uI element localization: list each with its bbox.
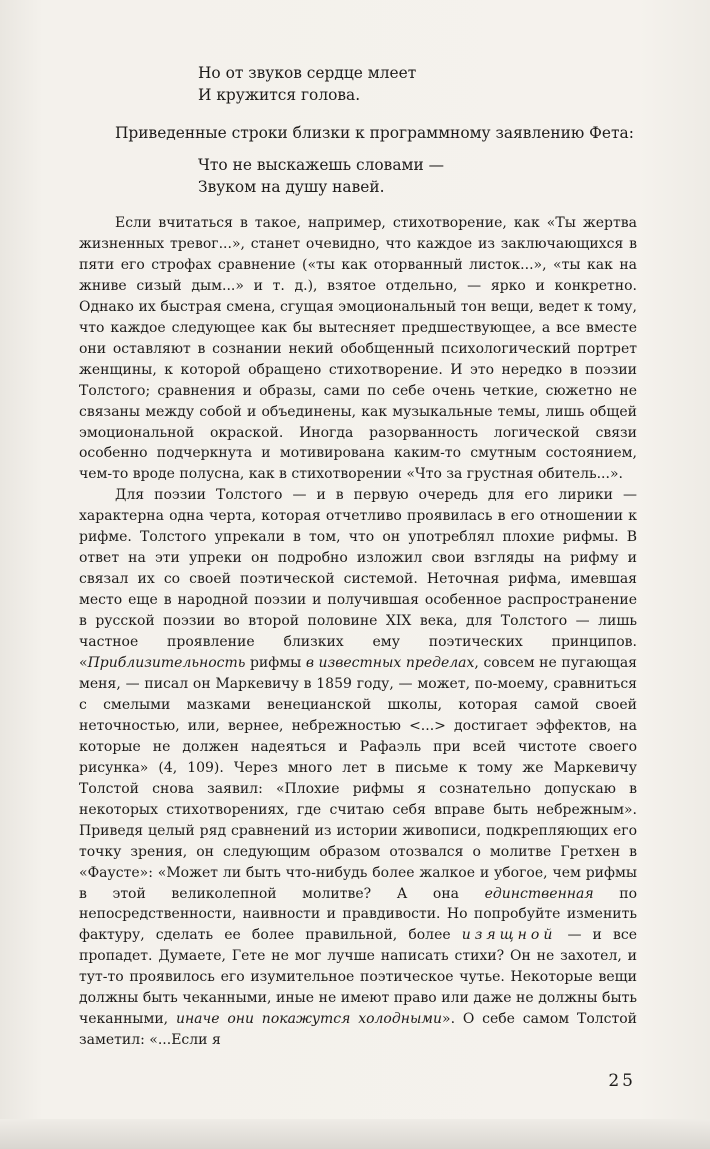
text-run: , совсем не пугающая меня, — писал он Маркевичу в 1859 году, — может, по-моему, сравниться с смелыми мазками венецианской школы, которая самой своей неточностью, или, вернее, небрежностью <...> достигает эффектов, на которые не должен надеяться и Рафаэль при всей чистоте своего рисунка» (4, 109). Через много лет в письме к тому же Маркевичу Толстой снова заявил: «Плохие рифмы я сознательно допускаю в некоторых стихотворениях, где считаю себя вправе быть небрежным». Приведя целый ряд сравнений из истории живописи, подкрепляющих его точку зрения, он следующим образом отозвался о молитве Гретхен в «Фаусте»: «Может ли быть что-нибудь более жалкое и убогое, чем рифмы в этой великолепной молитве? А она xyxy=(79,655,638,902)
paragraph-2 xyxy=(79,485,637,1051)
spaced-emphasis: изящной xyxy=(461,927,557,944)
italic-run: единственная xyxy=(484,885,594,902)
main-text xyxy=(79,213,637,1051)
text-run: Для поэзии Толстого — и в первую очередь для его лирики — характерна одна черта, которая отчетливо проявилась в его отношении к рифме. Толстого упрекали в том, что он употреблял плохие рифмы. В ответ на эти упреки он подробно изложил свои взгляды на рифму и связал их со своей поэтической системой. Неточная рифма, имевшая место еще в народной поэзии и получившая особенное распространение в русской поэзии во второй половине XIX века, для Толстого — лишь частное проявление близких ему поэтических принципов. « xyxy=(79,487,637,672)
verse-line: Звуком на душу навей. xyxy=(198,178,385,196)
verse-quote-2 xyxy=(198,154,444,198)
verse-line: Что не выскажешь словами — xyxy=(198,156,445,174)
text-run: ». О себе самом Толстой заметил: «...Если я xyxy=(79,1011,637,1049)
page-edge-shadow xyxy=(0,1119,710,1149)
verse-line: И кружится голова. xyxy=(198,86,361,104)
italic-run: иначе они покажутся холодными xyxy=(175,1011,442,1028)
verse-quote-1 xyxy=(198,62,416,106)
text-run: рифмы xyxy=(245,655,306,672)
italic-run: Приблизительность xyxy=(87,655,246,672)
italic-run: в известных пределах xyxy=(305,655,475,672)
paragraph-1: Если вчитаться в такое, например, стихотворение, как «Ты жертва жизненных тревог...», станет очевидно, что каждое из заключающихся в пяти его строфах сравнение («ты как оторванный листок...», «ты как на жниве сизый дым...» и т. д.), взятое отдельно, — ярко и конкретно. Однако их быстрая смена, сгущая эмоциональный тон вещи, ведет к тому, что каждое следующее как бы вытесняет предшествующее, а все вместе они оставляют в сознании некий обобщенный психологический портрет женщины, к которой обращено стихотворение. И это нередко в поэзии Толстого; сравнения и образы, сами по себе очень четкие, сюжетно не связаны между собой и объединены, как музыкальные темы, лишь общей эмоциональной окраской. Иногда разорванность логической связи особенно подчеркнута и мотивирована каким-то смутным состоянием, чем-то вроде полусна, как в стихотворении «Что за грустная обитель...». xyxy=(79,215,637,483)
text-run: по непосредственности, наивности и правдивости. Но попробуйте изменить фактуру, сделать ее более правильной, более xyxy=(79,885,637,944)
text-run: — и все пропадет. Думаете, Гете не мог лучше написать стихи? Он не захотел, и тут-то проявилось его изумительное поэтическое чутье. Некоторые вещи должны быть чеканными, иные не имеют право или даже не должны быть чеканными, xyxy=(79,927,637,1028)
lead-sentence: Приведенные строки близки к программному заявлению Фета: xyxy=(115,124,634,142)
verse-line: Но от звуков сердце млеет xyxy=(198,64,417,82)
page-number: 25 xyxy=(608,1071,636,1091)
